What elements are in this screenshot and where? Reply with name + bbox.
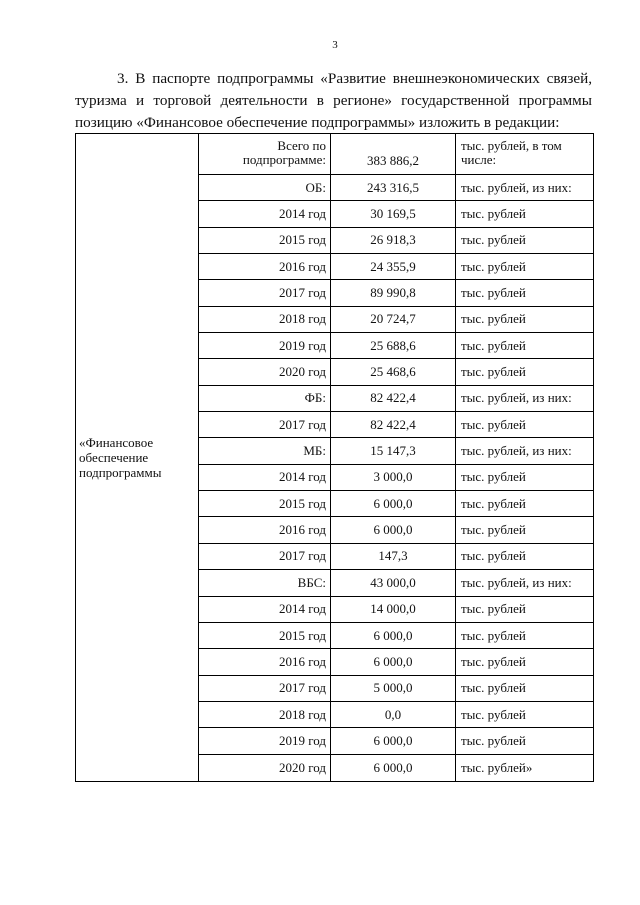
row-unit: тыс. рублей xyxy=(461,653,526,669)
year-row xyxy=(199,728,593,754)
intro-line: позицию «Финансовое обеспечение подпрограммы» изложить в редакции: xyxy=(75,114,560,131)
row-amount: 24 355,9 xyxy=(331,254,456,279)
row-amount: 25 468,6 xyxy=(331,359,456,384)
row-label: 2019 год xyxy=(199,333,331,358)
row-unit: тыс. рублей» xyxy=(461,759,533,775)
year-row xyxy=(199,491,593,517)
year-row xyxy=(199,201,593,227)
funding-source-row xyxy=(199,175,593,201)
row-amount: 26 918,3 xyxy=(331,228,456,253)
row-amount: 14 000,0 xyxy=(331,597,456,622)
total-unit: тыс. рублей, в том числе: xyxy=(461,138,562,167)
row-label: 2015 год xyxy=(199,228,331,253)
row-unit: тыс. рублей xyxy=(461,337,526,353)
row-label: 2018 год xyxy=(199,307,331,332)
row-label: 2017 год xyxy=(199,544,331,569)
section-label: «Финансовое обеспечение подпрограммы xyxy=(76,134,199,781)
row-unit: тыс. рублей xyxy=(461,258,526,274)
row-amount: 0,0 xyxy=(331,702,456,727)
total-amount: 383 886,2 xyxy=(331,134,456,174)
row-label: 2020 год xyxy=(199,755,331,781)
row-amount: 82 422,4 xyxy=(331,386,456,411)
row-amount: 15 147,3 xyxy=(331,438,456,463)
row-amount: 89 990,8 xyxy=(331,280,456,305)
row-label: МБ: xyxy=(199,438,331,463)
year-row xyxy=(199,755,593,781)
row-label: 2017 год xyxy=(199,676,331,701)
intro-paragraph xyxy=(75,68,592,134)
year-row xyxy=(199,228,593,254)
row-label: 2016 год xyxy=(199,649,331,674)
row-label: 2020 год xyxy=(199,359,331,384)
row-amount: 6 000,0 xyxy=(331,491,456,516)
total-label: Всего по подпрограмме: xyxy=(199,134,331,174)
year-row xyxy=(199,597,593,623)
row-amount: 147,3 xyxy=(331,544,456,569)
row-label: 2015 год xyxy=(199,491,331,516)
row-unit: тыс. рублей, из них: xyxy=(461,574,572,590)
year-row xyxy=(199,280,593,306)
row-unit: тыс. рублей xyxy=(461,601,526,617)
year-row xyxy=(199,412,593,438)
row-amount: 6 000,0 xyxy=(331,517,456,542)
funding-source-row xyxy=(199,570,593,596)
row-label: 2014 год xyxy=(199,201,331,226)
row-amount: 82 422,4 xyxy=(331,412,456,437)
row-amount: 5 000,0 xyxy=(331,676,456,701)
row-label: 2016 год xyxy=(199,517,331,542)
row-unit: тыс. рублей xyxy=(461,285,526,301)
row-label: ВБС: xyxy=(199,570,331,595)
year-row xyxy=(199,702,593,728)
row-label: 2016 год xyxy=(199,254,331,279)
year-row xyxy=(199,307,593,333)
row-unit: тыс. рублей xyxy=(461,706,526,722)
row-label: 2018 год xyxy=(199,702,331,727)
row-amount: 243 316,5 xyxy=(331,175,456,200)
intro-line: туризма и торговой деятельности в регионе» государственной программы xyxy=(75,92,592,109)
financing-rows xyxy=(199,134,593,781)
year-row xyxy=(199,254,593,280)
year-row xyxy=(199,333,593,359)
row-unit: тыс. рублей xyxy=(461,311,526,327)
page-number: 3 xyxy=(332,39,338,51)
row-amount: 6 000,0 xyxy=(331,728,456,753)
year-row xyxy=(199,676,593,702)
row-label: 2014 год xyxy=(199,597,331,622)
row-amount: 30 169,5 xyxy=(331,201,456,226)
row-amount: 6 000,0 xyxy=(331,755,456,781)
row-label: 2017 год xyxy=(199,280,331,305)
row-amount: 3 000,0 xyxy=(331,465,456,490)
row-unit: тыс. рублей, из них: xyxy=(461,443,572,459)
row-amount: 6 000,0 xyxy=(331,649,456,674)
row-label: 2015 год xyxy=(199,623,331,648)
row-unit: тыс. рублей, из них: xyxy=(461,390,572,406)
row-label: 2017 год xyxy=(199,412,331,437)
intro-line: 3. В паспорте подпрограммы «Развитие внешнеэкономических связей, xyxy=(117,70,592,87)
row-unit: тыс. рублей xyxy=(461,522,526,538)
row-unit: тыс. рублей xyxy=(461,680,526,696)
funding-source-row xyxy=(199,438,593,464)
year-row xyxy=(199,649,593,675)
row-unit: тыс. рублей xyxy=(461,627,526,643)
year-row xyxy=(199,544,593,570)
row-unit: тыс. рублей xyxy=(461,469,526,485)
row-unit: тыс. рублей xyxy=(461,548,526,564)
row-amount: 43 000,0 xyxy=(331,570,456,595)
row-label: ОБ: xyxy=(199,175,331,200)
row-unit: тыс. рублей xyxy=(461,416,526,432)
funding-source-row xyxy=(199,386,593,412)
row-unit: тыс. рублей xyxy=(461,232,526,248)
row-amount: 25 688,6 xyxy=(331,333,456,358)
row-unit: тыс. рублей xyxy=(461,732,526,748)
row-label: ФБ: xyxy=(199,386,331,411)
row-amount: 20 724,7 xyxy=(331,307,456,332)
year-row xyxy=(199,623,593,649)
row-unit: тыс. рублей xyxy=(461,206,526,222)
row-label: 2019 год xyxy=(199,728,331,753)
row-unit: тыс. рублей xyxy=(461,495,526,511)
financing-table xyxy=(75,133,594,782)
year-row xyxy=(199,359,593,385)
year-row xyxy=(199,465,593,491)
row-unit: тыс. рублей xyxy=(461,364,526,380)
row-unit: тыс. рублей, из них: xyxy=(461,179,572,195)
year-row xyxy=(199,517,593,543)
total-row xyxy=(199,134,593,175)
row-label: 2014 год xyxy=(199,465,331,490)
row-amount: 6 000,0 xyxy=(331,623,456,648)
